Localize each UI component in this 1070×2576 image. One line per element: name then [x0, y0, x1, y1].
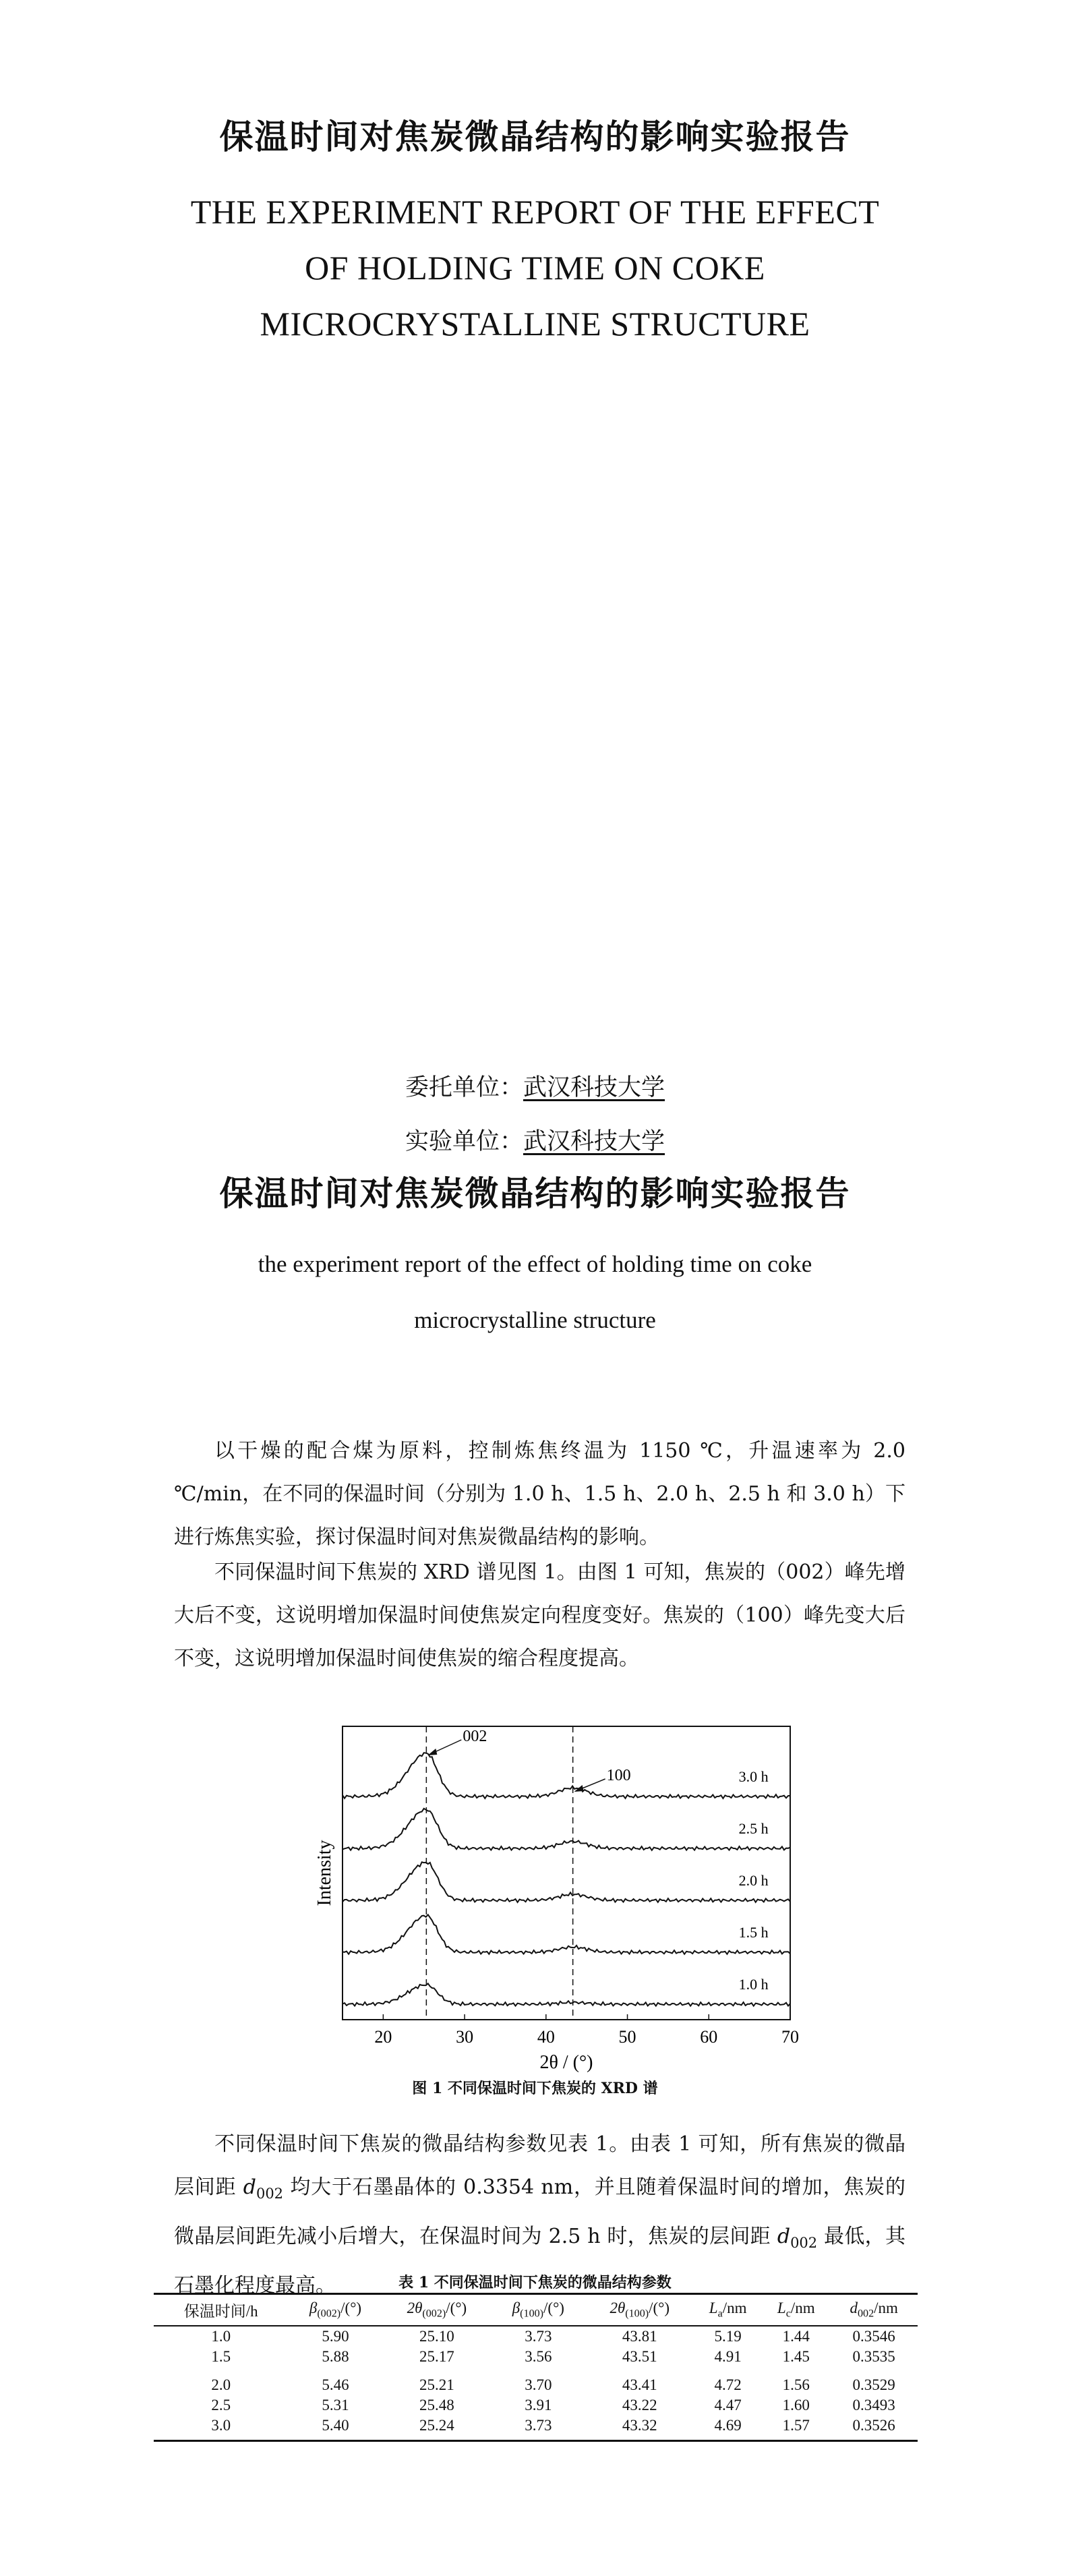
- table-row: [154, 2395, 918, 2416]
- lab-unit-label: 实验单位：: [405, 1128, 523, 1155]
- p3-after: 最低，其石墨化程度最高。: [174, 2225, 905, 2297]
- y-axis-label: Intensity: [314, 1840, 335, 1906]
- table-cell: 43.32: [585, 2416, 694, 2441]
- table-cell: 5.31: [322, 2397, 349, 2413]
- table-cell: 5.88: [322, 2348, 349, 2365]
- report-title-en-line-1: the experiment report of the effect of holding time on coke: [258, 1251, 812, 1277]
- table-cell: 5.46: [322, 2376, 349, 2393]
- lab-unit: [0, 1123, 1070, 1157]
- x-tick-label: 20: [374, 2027, 392, 2047]
- table-cell: 43.51: [622, 2348, 657, 2365]
- table-cell: 5.19: [714, 2328, 742, 2345]
- xrd-paragraph: 不同保温时间下焦炭的 XRD 谱见图 1。由图 1 可知，焦炭的（002）峰先增大后不变，这说明增加保温时间使焦炭定向程度变好。焦炭的（100）峰先变大后不变，这说明增加保温时间使焦炭的缩合程度提高。: [174, 1560, 905, 1670]
- table-cell: 0.3526: [830, 2416, 918, 2441]
- table-row: [154, 2367, 918, 2395]
- header-sub: 002: [857, 2308, 874, 2320]
- header-unit: /(°): [543, 2300, 564, 2317]
- table-header-cell: [585, 2294, 694, 2326]
- table-cell: 1.44: [782, 2328, 810, 2345]
- table-cell: 25.21: [419, 2376, 454, 2393]
- table-cell: 4.72: [714, 2376, 742, 2393]
- table-cell: 3.73: [491, 2416, 585, 2441]
- table-cell: 0.3535: [852, 2348, 895, 2365]
- cover-title-en-line-3: MICROCRYSTALLINE STRUCTURE: [260, 305, 810, 343]
- x-tick-label: 40: [537, 2027, 555, 2047]
- header-unit: /(°): [446, 2300, 467, 2317]
- xrd-chart: [297, 1713, 809, 2077]
- table-header-cell: [762, 2294, 830, 2326]
- header-unit: /nm: [874, 2300, 898, 2317]
- series-label: 3.0 h: [738, 1768, 769, 1785]
- series-line: [343, 1862, 790, 1902]
- table-cell: 1.0: [211, 2328, 231, 2345]
- p3-before: 不同保温时间下焦炭的微晶结构参数见表 1。由表 1 可知，所有焦炭的微晶层间距: [174, 2132, 905, 2199]
- x-axis-label: 2θ / (°): [539, 2052, 593, 2073]
- header-sub: c: [785, 2308, 791, 2320]
- table-cell: 43.41: [622, 2376, 657, 2393]
- header-sub: (002): [422, 2308, 446, 2320]
- table-header-cell: [288, 2294, 382, 2326]
- table-cell: 4.91: [714, 2348, 742, 2365]
- series-label: 2.0 h: [738, 1872, 769, 1889]
- table-cell: 0.3529: [852, 2376, 895, 2393]
- x-tick-label: 70: [781, 2027, 799, 2047]
- series-label: 2.5 h: [738, 1820, 769, 1837]
- p3-sym1: d: [243, 2175, 256, 2199]
- intro-paragraph: 以干燥的配合煤为原料，控制炼焦终温为 1150 ℃，升温速率为 2.0 ℃/min，在不同的保温时间（分别为 1.0 h、1.5 h、2.0 h、2.5 h 和 3.0 h）下进行炼焦实验，探讨保温时间对焦炭微晶结构的影响。: [174, 1439, 905, 1549]
- series-line: [343, 1809, 790, 1850]
- x-tick-label: 60: [700, 2027, 718, 2047]
- header-main: d: [850, 2300, 858, 2317]
- p3-sub2: 002: [790, 2235, 818, 2251]
- table-cell: 1.60: [782, 2397, 810, 2413]
- table-cell: 1.5: [211, 2348, 231, 2365]
- header-main: β: [512, 2300, 521, 2317]
- microcrystal-parameter-table: [154, 2293, 918, 2442]
- client-unit: [0, 1069, 1070, 1103]
- client-unit-label: 委托单位：: [405, 1074, 523, 1101]
- peak-label-002: 002: [463, 1728, 487, 1745]
- p3-sub1: 002: [256, 2186, 284, 2202]
- table-cell: 5.90: [322, 2328, 349, 2345]
- header-sub: (100): [520, 2308, 544, 2320]
- header-unit: /nm: [722, 2300, 747, 2317]
- table-row: [154, 2416, 918, 2441]
- figure-caption: 图 1 不同保温时间下焦炭的 XRD 谱: [412, 2080, 658, 2097]
- table-cell: 43.22: [622, 2397, 657, 2413]
- lab-unit-value: 武汉科技大学: [523, 1128, 665, 1155]
- header-main: L: [709, 2300, 718, 2317]
- table-cell: 4.69: [694, 2416, 762, 2441]
- p3-middle: 均大于石墨晶体的 0.3354 nm，并且随着保温时间的增加，焦炭的微晶层间距先减小后增大，在保温时间为 2.5 h 时，焦炭的层间距: [174, 2175, 905, 2248]
- table-caption: 表 1 不同保温时间下焦炭的微晶结构参数: [398, 2274, 672, 2291]
- header-unit: /nm: [790, 2300, 815, 2317]
- series-label: 1.0 h: [738, 1976, 769, 1993]
- header-main: 保温时间/h: [183, 2303, 258, 2320]
- table-cell: 1.45: [782, 2348, 810, 2365]
- table-cell: 2.0: [211, 2376, 231, 2393]
- p3-sym2: d: [777, 2225, 791, 2248]
- table-header-cell: [154, 2294, 288, 2326]
- table-header-cell: [830, 2294, 918, 2326]
- header-sub: (002): [317, 2308, 341, 2320]
- table-cell: 4.47: [714, 2397, 742, 2413]
- header-unit: /(°): [649, 2300, 670, 2317]
- header-sub: a: [717, 2308, 723, 2320]
- report-title-cn: 保温时间对焦炭微晶结构的影响实验报告: [219, 1173, 851, 1213]
- table-row: [154, 2326, 918, 2347]
- table-cell: 43.81: [622, 2328, 657, 2345]
- table-cell: 0.3493: [852, 2397, 895, 2413]
- table-cell: 3.73: [525, 2328, 552, 2345]
- series-label: 1.5 h: [738, 1924, 769, 1941]
- table-header-cell: [491, 2294, 585, 2326]
- cover-title-en-line-2: OF HOLDING TIME ON COKE: [305, 249, 765, 287]
- report-title-en-line-2: microcrystalline structure: [414, 1307, 656, 1333]
- table-cell: 3.70: [525, 2376, 552, 2393]
- table-header-row: [154, 2294, 918, 2326]
- x-tick-label: 50: [618, 2027, 636, 2047]
- table-cell: 25.10: [419, 2328, 454, 2345]
- series-line: [343, 1753, 790, 1798]
- cover-title-en-line-1: THE EXPERIMENT REPORT OF THE EFFECT: [190, 193, 880, 231]
- table-row: [154, 2347, 918, 2367]
- header-unit: /(°): [340, 2300, 362, 2317]
- cover-title-cn: 保温时间对焦炭微晶结构的影响实验报告: [219, 117, 851, 156]
- table-cell: 1.56: [782, 2376, 810, 2393]
- table-header-cell: [383, 2294, 492, 2326]
- peak-label-100: 100: [606, 1767, 631, 1784]
- table-cell: 3.91: [525, 2397, 552, 2413]
- table-cell: 25.17: [419, 2348, 454, 2365]
- table-cell: 0.3546: [852, 2328, 895, 2345]
- series-line: [343, 1914, 790, 1954]
- header-sub: (100): [625, 2308, 649, 2320]
- series-line: [343, 1983, 790, 2006]
- table-header-cell: [694, 2294, 762, 2326]
- table-cell: 5.40: [288, 2416, 382, 2441]
- table-cell: 25.48: [419, 2397, 454, 2413]
- header-main: L: [777, 2300, 786, 2317]
- x-tick-label: 30: [456, 2027, 474, 2047]
- header-main: β: [309, 2300, 318, 2317]
- header-main: 2θ: [610, 2300, 626, 2317]
- peak-002-arrowhead: [427, 1749, 437, 1755]
- table-cell: 3.0: [154, 2416, 288, 2441]
- table-cell: 3.56: [525, 2348, 552, 2365]
- client-unit-value: 武汉科技大学: [523, 1074, 665, 1101]
- table-cell: 2.5: [211, 2397, 231, 2413]
- table-cell: 1.57: [762, 2416, 830, 2441]
- table-cell: 25.24: [383, 2416, 492, 2441]
- header-main: 2θ: [407, 2300, 423, 2317]
